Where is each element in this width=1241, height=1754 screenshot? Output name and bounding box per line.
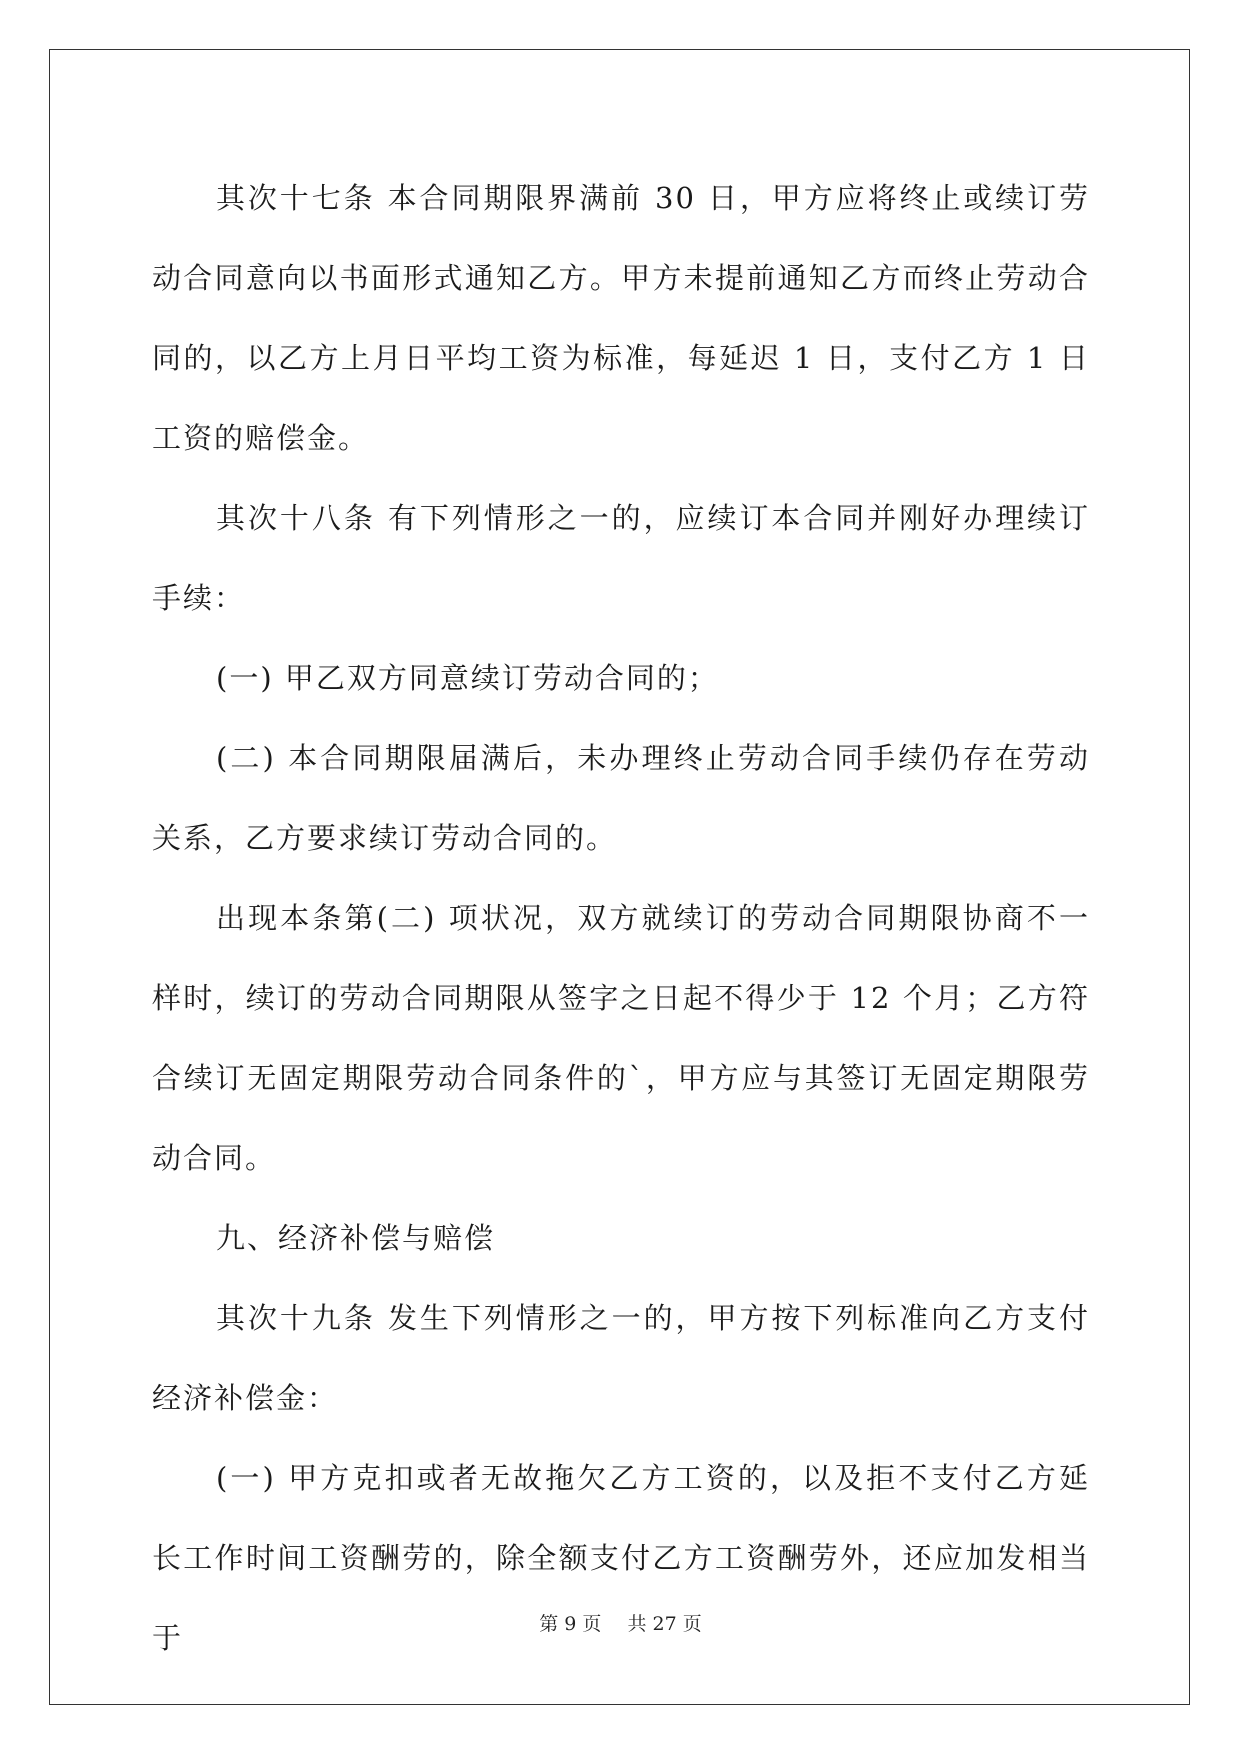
paragraph-article-18: 其次十八条 有下列情形之一的，应续订本合同并刚好办理续订手续： [152,501,1090,615]
page-total: 共 27 页 [627,1613,702,1635]
paragraph-item-2: (二) 本合同期限届满后，未办理终止劳动合同手续仍存在劳动关系，乙方要求续订劳动合同的。 [152,741,1090,855]
paragraph-item-1-wages: (一) 甲方克扣或者无故拖欠乙方工资的，以及拒不支付乙方延长工作时间工资酬劳的，除全额支付乙方工资酬劳外，还应加发相当于 [152,1461,1090,1655]
page-number: 第 9 页 [539,1613,602,1635]
page-footer [0,1609,1241,1636]
paragraph-item-1: (一) 甲乙双方同意续订劳动合同的； [216,661,719,695]
document-body [152,158,1090,1678]
section-heading-compensation: 九、经济补偿与赔偿 [216,1221,496,1255]
paragraph-article-19: 其次十九条 发生下列情形之一的，甲方按下列标准向乙方支付经济补偿金： [152,1301,1090,1415]
paragraph-article-17: 其次十七条 本合同期限界满前 30 日，甲方应将终止或续订劳动合同意向以书面形式通知乙方。甲方未提前通知乙方而终止劳动合同的，以乙方上月日平均工资为标准，每延迟 1 日，支付乙方 1 日工资的赔偿金。 [152,181,1090,455]
paragraph-renewal-term: 出现本条第(二) 项状况，双方就续订的劳动合同期限协商不一样时，续订的劳动合同期限从签字之日起不得少于 12 个月；乙方符合续订无固定期限劳动合同条件的`，甲方应与其签订无固定期限劳动合同。 [152,901,1090,1175]
